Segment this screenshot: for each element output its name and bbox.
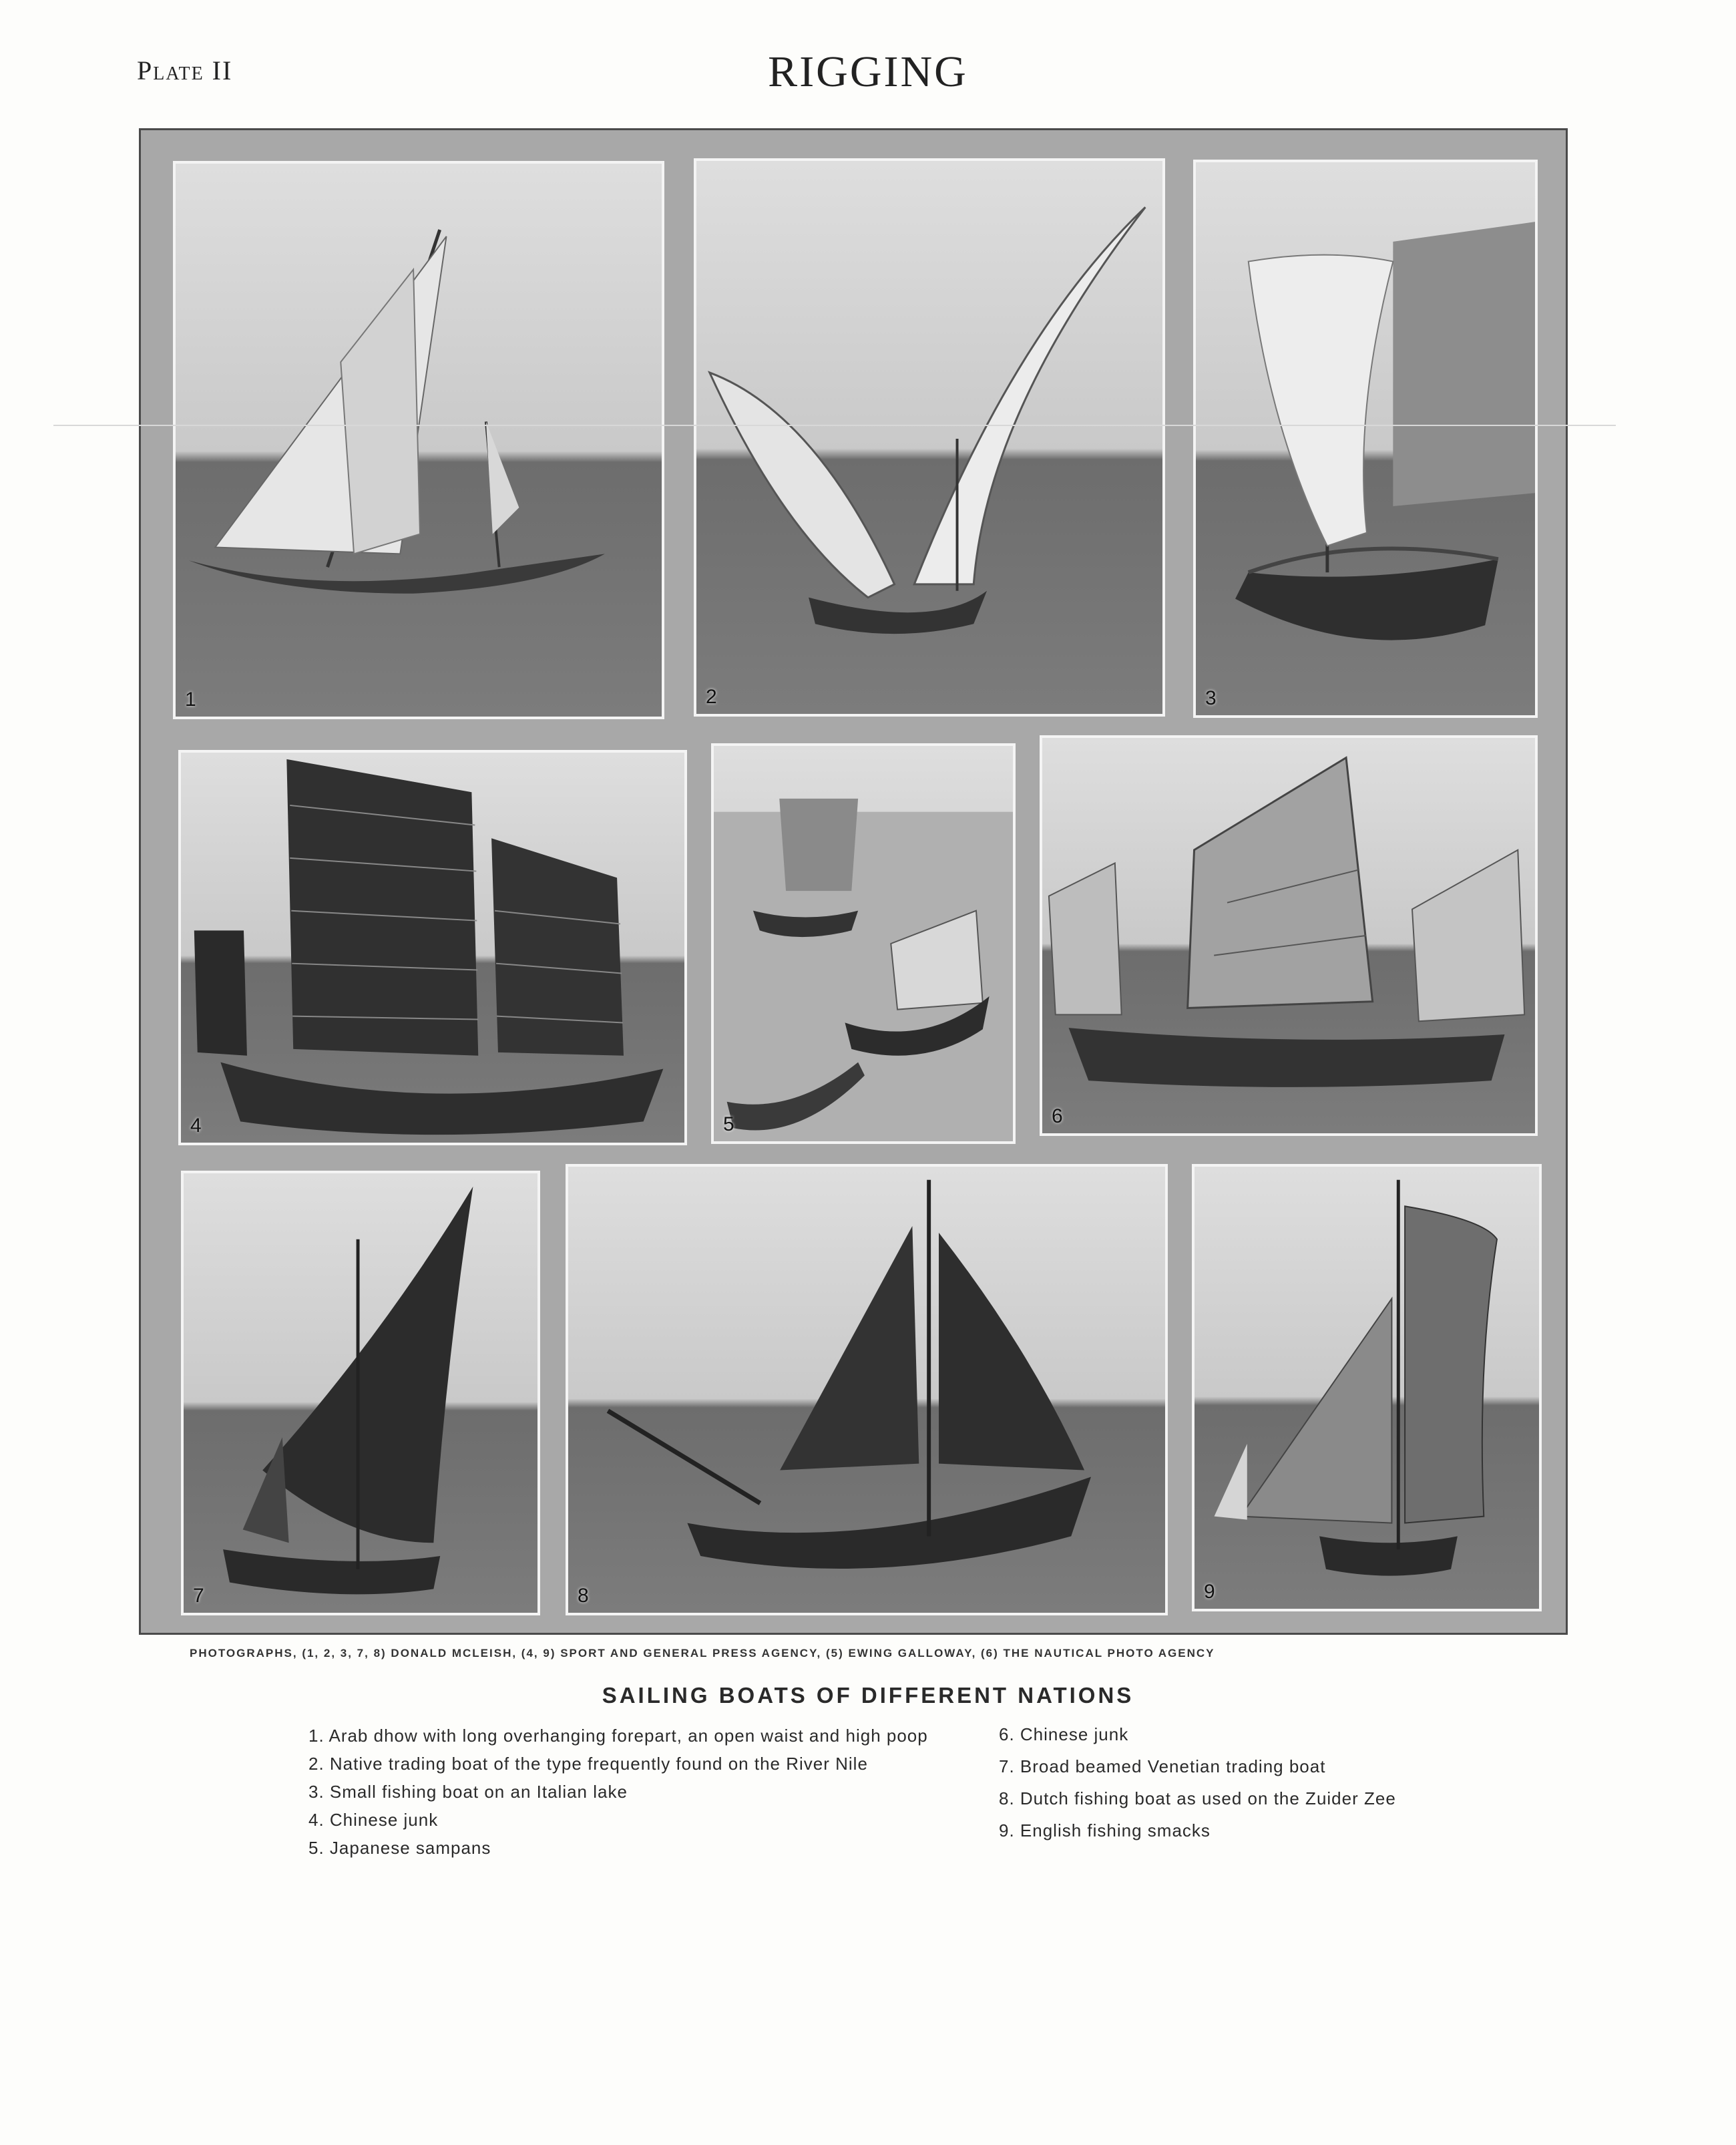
caption-item: 8. Dutch fishing boat as used on the Zuider Zee [999,1788,1396,1808]
photo-number: 3 [1205,687,1217,709]
chinese-junk-photo [1042,738,1535,1133]
scan-line [53,425,1616,426]
photo-number: 4 [190,1115,202,1137]
caption-item: 4. Chinese junk [308,1810,439,1830]
photo-number: 6 [1052,1105,1063,1127]
japanese-sampans-photo [714,746,1013,1141]
photo-2 [694,158,1165,717]
photo-number: 2 [706,686,717,708]
photo-3 [1193,160,1538,718]
photo-5 [711,743,1016,1144]
photo-credits: PHOTOGRAPHS, (1, 2, 3, 7, 8) DONALD MCLEISH, (4, 9) SPORT AND GENERAL PRESS AGENCY, (5) EWING GALLOWAY, (6) THE NAUTICAL PHOTO AGENCY [190,1647,1215,1660]
italian-fishing-boat-photo [1196,162,1535,715]
photo-6 [1040,735,1538,1136]
caption-item: 9. English fishing smacks [999,1820,1211,1840]
chinese-junk-photo [181,753,684,1143]
photo-8 [566,1164,1168,1615]
photo-number: 8 [578,1585,589,1607]
page-title: RIGGING [768,47,968,96]
english-fishing-smacks-photo [1195,1167,1539,1609]
caption-item: 2. Native trading boat of the type frequently found on the River Nile [308,1754,868,1774]
caption-title: SAILING BOATS OF DIFFERENT NATIONS [602,1683,1134,1708]
nile-trading-boat-photo [696,161,1162,714]
caption-item: 5. Japanese sampans [308,1838,491,1858]
photo-plate [139,128,1568,1635]
caption-item: 1. Arab dhow with long overhanging forepart, an open waist and high poop [308,1726,928,1746]
photo-7 [181,1171,540,1615]
caption-list-right [999,1724,1396,1852]
photo-9 [1192,1164,1542,1611]
caption-list-left [308,1726,928,1866]
photo-number: 1 [185,689,196,711]
venetian-trading-boat-photo [184,1173,537,1613]
dhow-photo [176,164,662,717]
dutch-fishing-boat-photo [568,1167,1165,1613]
plate-label: Plate II [137,55,233,85]
photo-number: 7 [193,1585,204,1607]
photo-number: 5 [723,1113,734,1135]
caption-item: 6. Chinese junk [999,1724,1129,1744]
caption-item: 3. Small fishing boat on an Italian lake [308,1782,628,1802]
photo-4 [178,750,687,1145]
photo-1 [173,161,664,719]
caption-item: 7. Broad beamed Venetian trading boat [999,1756,1326,1776]
photo-number: 9 [1204,1581,1215,1603]
